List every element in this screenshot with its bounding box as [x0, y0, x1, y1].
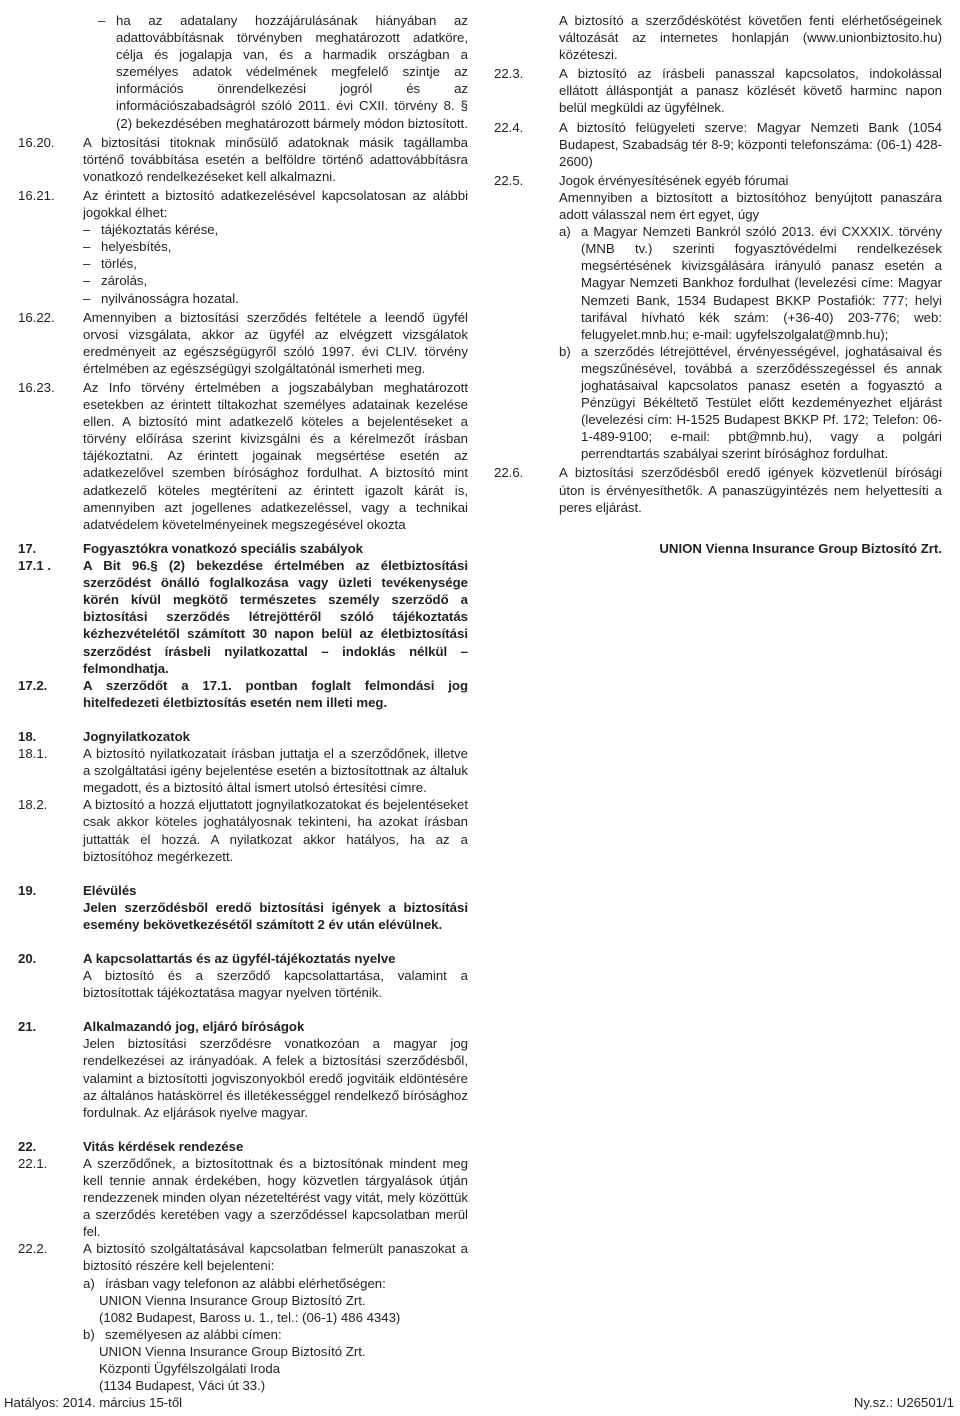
registration-number: Ny.sz.: U26501/1 — [853, 1395, 954, 1410]
section-text: Amennyiben a biztosítási szerződés feltétele a leendő ügyfél orvosi vizsgálata, akkor az ügyfél az elvégzett vizsgálatok eredményeit az egészségügyről szóló 1997. évi CLIV. törvény értelmében az egészségügyi szolgáltatónál ismerheti meg. — [83, 309, 468, 376]
section-body — [83, 950, 468, 1001]
sub-text: személyesen az alábbi címen: — [105, 1326, 282, 1342]
sub-text: írásban vagy telefonon az alábbi elérhetőségen: — [105, 1275, 386, 1291]
right-text: helyesbítés, — [101, 239, 172, 255]
section-number: 21. — [18, 1019, 37, 1035]
sub-text: a szerződés létrejöttével, érvényességével, joghatásaival és megszűnésével, továbbá a szerződésszegéssel és annak joghatásaival kapcsolatos panasz esetén a fogyasztó a Pénzügyi Békéltető Testület előtt kezdeményezhet eljárást (levelezési cím: H-1525 Budapest BKKP Pf. 172; Telefon: 06-1-489-9100; e-mail: pbt@mnb.hu), vagy a polgári perrendtartás szabályai szerint bírósághoz fordulhat. — [581, 343, 942, 462]
section-number: 17. — [18, 541, 37, 556]
section-18-2 — [18, 796, 468, 864]
right-item: – helyesbítés, — [83, 239, 172, 255]
effective-date: Hatályos: 2014. március 15-től — [4, 1395, 183, 1410]
continued-dash-item — [18, 12, 468, 132]
section-body — [83, 187, 468, 307]
section-title: Elévülés — [83, 882, 137, 898]
address-line: (1134 Budapest, Váci út 33.) — [99, 1378, 266, 1394]
right-item: – tájékoztatás kérése, — [83, 222, 219, 238]
section-20 — [18, 950, 468, 1001]
right-item: – nyilvánosságra hozatal. — [83, 290, 239, 306]
section-number: 16.20. — [18, 134, 55, 150]
section-text: A biztosító nyilatkozatait írásban juttatja el a szerződőnek, illetve a szolgáltatási igény bejelentése esetén a biztosítottnak az általuk megadott, és a biztosító által ismert utolsó értesítési címre. — [83, 746, 468, 796]
section-number: 22.4. — [494, 119, 524, 135]
section-number: 19. — [18, 882, 37, 898]
section-text: A biztosító felügyeleti szerve: Magyar Nemzeti Bank (1054 Budapest, Szabadság tér 8-9; központi telefonszáma: (06-1) 428-2600) — [559, 119, 942, 169]
section-title: A kapcsolattartás és az ügyfél-tájékoztatás nyelve — [83, 950, 396, 966]
section-text: A szerződőnek, a biztosítottnak és a biztosítónak mindent meg kell tennie annak érdekében, hogy közvetlen tárgyalások útján rendezzenek minden olyan nézeteltérést vagy vitát, mely közöttük a szerződés keretében vagy a szerződéssel kapcsolatban merül fel. — [83, 1155, 468, 1240]
sub-item-b — [559, 343, 942, 463]
section-22-4 — [494, 119, 942, 170]
right-text: nyilvánosságra hozatal. — [101, 290, 239, 306]
section-22-6 — [494, 464, 942, 515]
section-text: A biztosító a hozzá eljuttatott jognyilatkozatokat és bejelentéseket csak akkor köteles joghatályosnak tekinteni, ha azokat írásban juttatták el hozzá. A nyilatkozat akkor hatályos, ha az a biztosítóhoz megérkezett. — [83, 797, 468, 864]
sub-label: a) — [83, 1275, 95, 1291]
sub-item-a — [83, 1275, 468, 1292]
section-title: Vitás kérdések rendezése — [83, 1138, 244, 1154]
section-number: 17.2. — [18, 677, 48, 693]
section-title: Fogyasztókra vonatkozó speciális szabályok — [83, 541, 363, 556]
sub-label: b) — [559, 343, 571, 359]
section-number: 22.5. — [494, 172, 524, 188]
section-text: Amennyiben a biztosított a biztosítóhoz benyújtott panaszára adott válasszal nem ért egyet, úgy — [559, 189, 942, 223]
contact-change-note — [494, 12, 942, 63]
sub-label: b) — [83, 1326, 95, 1342]
section-body — [83, 1240, 468, 1394]
section-text: A biztosítási szerződésből eredő igények közvetlenül bírósági úton is érvényesíthetők. A panaszügyintézés nem helyettesíti a peres eljárást. — [559, 465, 942, 515]
top-left-column — [18, 12, 468, 533]
section-21 — [18, 1018, 468, 1121]
address-line: Központi Ügyfélszolgálati Iroda — [99, 1361, 281, 1377]
section-title: Jogok érvényesítésének egyéb fórumai — [559, 172, 789, 188]
section-22-3 — [494, 65, 942, 116]
section-number: 22. — [18, 1138, 37, 1154]
right-item: – törlés, — [83, 256, 137, 272]
section-19 — [18, 882, 468, 933]
section-22-2 — [18, 1240, 468, 1394]
section-22-5 — [494, 172, 942, 463]
section-16-23 — [18, 379, 468, 533]
section-18-1 — [18, 745, 468, 796]
section-number: 22.2. — [18, 1241, 48, 1257]
section-text: A szerződőt a 17.1. pontban foglalt felmondási jog hitelfedezeti életbiztosítás esetén nem illeti meg. — [83, 677, 468, 710]
address-line: (1082 Budapest, Baross u. 1., tel.: (06-1) 486 4343) — [99, 1309, 401, 1325]
section-text: A biztosító és a szerződő kapcsolattartása, valamint a biztosítottak tájékoztatása magyar nyelven történik. — [83, 968, 468, 1001]
section-22-heading — [18, 1138, 468, 1155]
section-18-heading — [18, 728, 468, 745]
bottom-left-column — [18, 540, 468, 1394]
section-number: 22.1. — [18, 1155, 48, 1171]
section-body — [83, 882, 468, 933]
address-line: UNION Vienna Insurance Group Biztosító Zrt. — [99, 1343, 366, 1359]
section-17-heading — [18, 540, 468, 557]
sub-item-a — [559, 223, 942, 343]
section-text: A biztosítási titoknak minősülő adatoknak másik tagállamba történő továbbítása esetén a belföldre történő adattovábbításra vonatkozó rendelkezéseket kell alkalmazni. — [83, 134, 468, 184]
section-text: A Bit 96.§ (2) bekezdése értelmében az életbiztosítási szerződést önálló foglalkozása vagy üzleti tevékenysége körén kívül megkötő természetes személy szerződő a biztosítási szerződés létrejöttéről szóló tájékoztatás kézhezvételétől számított 30 napon belül az életbiztosítási szerződést írásbeli nyilatkozattal – indoklás nélkül – felmondhatja. — [83, 558, 468, 676]
section-22-1 — [18, 1155, 468, 1240]
top-right-column — [494, 12, 942, 516]
section-16-22 — [18, 309, 468, 377]
section-number: 18.2. — [18, 797, 48, 813]
section-text: Az érintett a biztosító adatkezelésével kapcsolatosan az alábbi jogokkal élhet: — [83, 187, 468, 221]
section-number: 18.1. — [18, 746, 48, 762]
right-text: törlés, — [101, 256, 137, 272]
section-16-21 — [18, 187, 468, 307]
section-text: Jelen szerződésből eredő biztosítási igények a biztosítási esemény bekövetkezésétől számított 2 év után elévülnek. — [83, 899, 468, 932]
right-text: tájékoztatás kérése, — [101, 222, 219, 238]
section-number: 18. — [18, 728, 37, 744]
company-signature: UNION Vienna Insurance Group Biztosító Zrt. — [659, 541, 942, 556]
section-17-1 — [18, 557, 468, 677]
section-text: A biztosító szolgáltatásával kapcsolatban felmerült panaszokat a biztosító részére kell bejelenteni: — [83, 1241, 468, 1274]
section-16-20 — [18, 134, 468, 185]
sub-item-b — [83, 1326, 468, 1343]
sub-label: a) — [559, 224, 571, 240]
dash-mark: – — [98, 13, 106, 28]
section-title: Jognyilatkozatok — [83, 728, 190, 744]
section-text: A biztosító az írásbeli panasszal kapcsolatos, indokolással ellátott álláspontját a panasz közlését követő harminc napon belül megküldi az ügyfélnek. — [559, 66, 942, 116]
section-17-2 — [18, 677, 468, 711]
right-text: zárolás, — [101, 273, 148, 289]
section-number: 16.23. — [18, 379, 55, 395]
section-title: Alkalmazandó jog, eljáró bíróságok — [83, 1019, 305, 1035]
section-text: Az Info törvény értelmében a jogszabályban meghatározott esetekben az érintett tiltakozhat személyes adatainak kezelése ellen. A biztosító mint adatkezelő köteles a bejelentéseket a törvény előírása szerint kivizsgálni és a kérelmezőt írásban tájékoztatni. Az érintett jogainak megsértése esetén az adatkezelővel szemben bírósághoz fordulhat. A biztosító mint adatkezelő köteles megtéríteni az érintett igazolt kárát is, amennyiben azt jogellenes adatkezeléssel, vagy a technikai adatvédelem követelményeinek megszegésével okozta — [83, 379, 468, 532]
section-number: 20. — [18, 950, 37, 966]
dash-text: ha az adatalany hozzájárulásának hiányában az adattovábbításnak törvényben meghatározott adatköre, célja és jogalapja van, és a harmadik országban a személyes adatok védelmének megfelelő szintje az információs önrendelkezési jogról és az információszabadságról szóló 2011. évi CXII. törvény 8. § (2) bekezdésében meghatározott bármely módon biztosított. — [116, 13, 468, 131]
section-number: 16.21. — [18, 187, 55, 203]
right-item: – zárolás, — [83, 273, 148, 289]
section-body — [559, 172, 942, 463]
section-number: 16.22. — [18, 309, 55, 325]
section-text: A biztosító a szerződéskötést követően fenti elérhetőségeinek változását az internetes honlapján (www.unionbiztosito.hu) közéteszi. — [559, 13, 942, 63]
section-body — [83, 1018, 468, 1121]
section-text: Jelen biztosítási szerződésre vonatkozóan a magyar jog rendelkezései az irányadóak. A felek a biztosítási szerződésből, valamint a biztosítotti jogviszonyokból eredő jogvitáik eldöntésére az általános hatáskörrel és illetékességgel rendelkező bírósághoz fordulnak. Az eljárások nyelve magyar. — [83, 1036, 468, 1120]
section-number: 17.1 . — [18, 558, 51, 574]
address-line: UNION Vienna Insurance Group Biztosító Zrt. — [99, 1292, 366, 1308]
section-number: 22.3. — [494, 66, 524, 82]
section-number: 22.6. — [494, 465, 524, 481]
sub-text: a Magyar Nemzeti Bankról szóló 2013. évi CXXXIX. törvény (MNB tv.) szerinti fogyasztóvédelmi rendelkezések megsértésének kivizsgálására irányuló panasz esetén a Magyar Nemzeti Bankhoz fordulhat (levelezési címe: Magyar Nemzeti Bank, 1534 Budapest BKKP Postafiók: 777; helyi tarifával hívható kék szám: (+36-40) 203-776; web: felugyelet.mnb.hu; e-mail: ugyfelszolgalat@mnb.hu); — [581, 224, 942, 342]
